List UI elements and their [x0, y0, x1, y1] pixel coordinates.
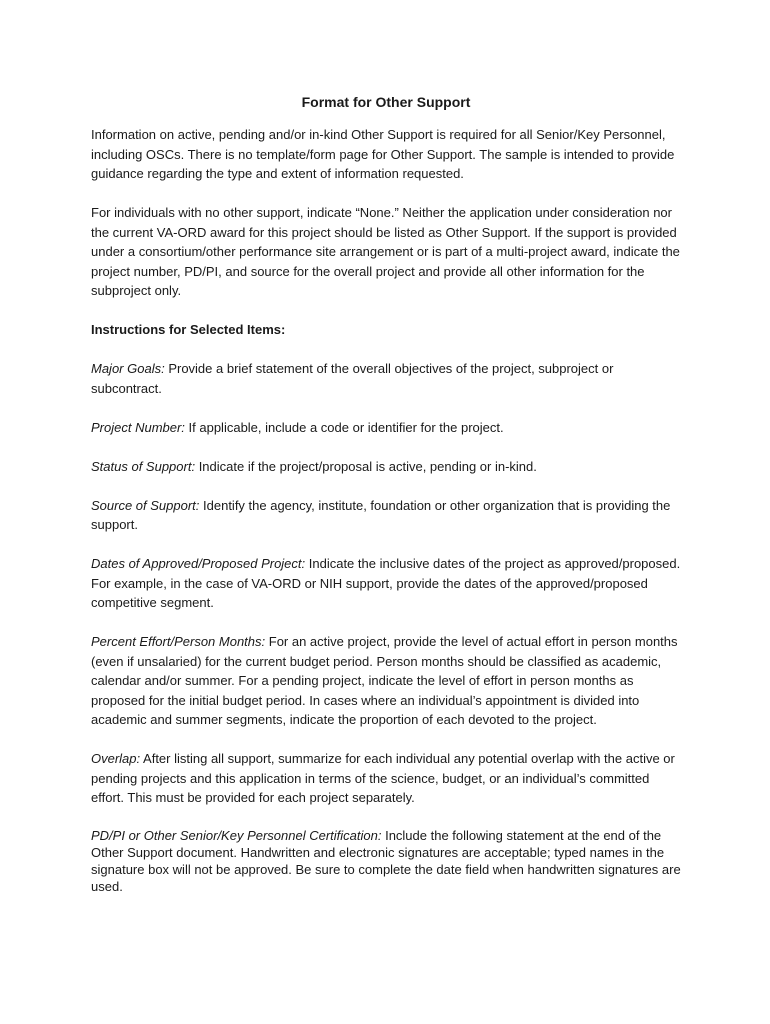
item-certification [91, 827, 681, 895]
item-term: Overlap: [91, 751, 141, 766]
item-term: Project Number: [91, 419, 185, 435]
paragraph-spacer [91, 476, 681, 496]
item-term: Major Goals: [91, 361, 165, 376]
paragraph-spacer [91, 730, 681, 750]
intro-paragraph: Information on active, pending and/or in-kind Other Support is required for all Senior/Key Personnel, including OSCs. There is no template/form page for Other Support. The sample is intended to provide guidance regarding the type and extent of information requested. [91, 127, 675, 181]
paragraph-spacer [91, 340, 681, 360]
item-source-of-support [91, 496, 681, 535]
instructions-heading: Instructions for Selected Items: [91, 322, 286, 337]
paragraph-spacer [91, 437, 681, 457]
item-text: Provide a brief statement of the overall objectives of the project, subproject or subcontract. [91, 361, 614, 396]
item-text: Indicate the inclusive dates of the project as approved/proposed. For example, in the case of VA-ORD or NIH support, provide the dates of the approved/proposed competitive segment. [91, 556, 681, 610]
item-term: PD/PI or Other Senior/Key Personnel Certification: [91, 828, 382, 843]
item-text: After listing all support, summarize for each individual any potential overlap with the active or pending projects and this application in terms of the science, budget, or an individual’s committed effort. This must be provided for each project separately. [91, 751, 675, 805]
paragraph-spacer [91, 535, 681, 555]
item-term: Source of Support: [91, 497, 200, 513]
item-text: Identify the agency, institute, foundation or other organization that is providing the support. [91, 497, 671, 532]
paragraph-spacer [91, 301, 681, 321]
paragraph-spacer [91, 808, 681, 828]
item-text: If applicable, include a code or identifier for the project. [184, 419, 504, 435]
item-dates-of-project [91, 554, 681, 613]
item-major-goals [91, 359, 681, 398]
no-support-paragraph: For individuals with no other support, indicate “None.” Neither the application under consideration nor the current VA-ORD award for this project should be listed as Other Support. If the support is provided under a consortium/other performance site arrangement or is part of a multi-project award, indicate the project number, PD/PI, and source for the overall project and provide all other information for the subproject only. [91, 205, 680, 298]
document-page [91, 93, 681, 895]
item-text: Indicate if the project/proposal is active, pending or in-kind. [195, 458, 537, 474]
paragraph-spacer [91, 398, 681, 418]
paragraph-spacer [91, 613, 681, 633]
item-term: Percent Effort/Person Months: [91, 634, 266, 649]
document-title: Format for Other Support [301, 94, 471, 110]
item-term: Dates of Approved/Proposed Project: [91, 556, 306, 571]
item-term: Status of Support: [91, 458, 196, 474]
item-status-of-support [91, 457, 681, 477]
item-text: Include the following statement at the end of the Other Support document. Handwritten and electronic signatures are acceptable; typed names in the signature box will not be approved. Be sure to complete the date field when handwritten signatures are used. [91, 828, 681, 894]
item-percent-effort [91, 632, 681, 730]
item-text: For an active project, provide the level of actual effort in person months (even if unsalaried) for the current budget period. Person months should be classified as academic, calendar and/or summer. For a pending project, indicate the level of effort in person months as proposed for the initial budget period. In cases where an individual’s appointment is divided into academic and summer segments, indicate the proportion of each devoted to the project. [91, 634, 678, 727]
item-project-number [91, 418, 681, 438]
item-overlap [91, 749, 681, 808]
paragraph-spacer [91, 184, 681, 204]
